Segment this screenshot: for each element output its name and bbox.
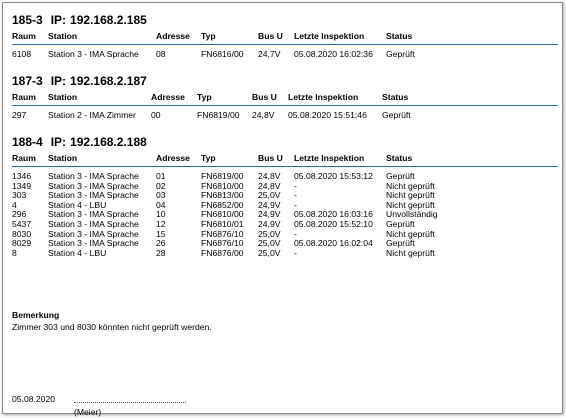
remark-text: Zimmer 303 und 8030 könnten nicht geprüft werden. [12,322,212,332]
cell-letzte-inspektion: 05.08.2020 16:03:16 [294,209,373,220]
table-row [12,190,558,200]
cell-station: Station 3 - IMA Sprache [48,49,139,59]
cell-adresse: 28 [156,247,166,258]
ip-address: 192.168.2.187 [70,74,147,88]
cell-raum: 296 [12,209,27,220]
cell-station: Station 3 - IMA Sprache [48,171,139,181]
cell-letzte-inspektion: 05.08.2020 15:52:10 [294,218,373,229]
cell-typ: FN6813/00 [201,190,244,201]
table-row [12,248,558,258]
cell-letzte-inspektion: - [294,190,297,201]
column-header-letzte-inspektion: Letzte Inspektion [288,92,359,102]
cell-raum: 297 [12,110,27,120]
cell-letzte-inspektion: - [294,228,297,239]
column-header-raum: Raum [12,92,36,102]
table-body [12,49,558,59]
cell-station: Station 3 - IMA Sprache [48,228,139,239]
cell-station: Station 3 - IMA Sprache [48,238,139,249]
cell-adresse: 04 [156,199,166,210]
column-header-bus-u: Bus U [252,92,277,102]
cell-bus-u: 25,0V [258,228,281,239]
cell-typ: FN6810/01 [201,218,244,229]
cell-status: Nicht geprüft [386,190,435,201]
table-header [12,31,558,45]
column-header-raum: Raum [12,153,36,163]
signature-date: 05.08.2020 [12,394,56,404]
cell-adresse: 08 [156,49,166,59]
table-row [12,209,558,219]
column-header-bus-u: Bus U [258,153,283,163]
table-row [12,229,558,239]
cell-status: Nicht geprüft [386,228,435,239]
column-header-adresse: Adresse [156,153,190,163]
section-title [12,13,558,27]
cell-typ: FN6819/00 [197,110,240,120]
cell-station: Station 4 - LBU [48,247,107,258]
ip-address: 192.168.2.188 [70,135,147,149]
cell-status: Geprüft [386,238,415,249]
cell-bus-u: 24,9V [258,199,281,210]
cell-status: Geprüft [386,218,415,229]
cell-adresse: 03 [156,190,166,201]
column-header-bus-u: Bus U [258,31,283,41]
cell-status: Unvollständig [386,209,438,220]
cell-raum: 4 [12,199,17,210]
section-id: 187-3 [12,74,43,88]
cell-typ: FN6819/00 [201,171,244,181]
column-header-letzte-inspektion: Letzte Inspektion [294,31,365,41]
section-188-4 [12,135,558,257]
cell-typ: FN6876/00 [201,247,244,258]
cell-raum: 6108 [12,49,32,59]
cell-adresse: 01 [156,171,166,181]
table-header [12,153,558,167]
cell-typ: FN6810/00 [201,209,244,220]
cell-raum: 8029 [12,238,32,249]
column-header-adresse: Adresse [151,92,185,102]
table-row [12,49,558,59]
cell-raum: 5437 [12,218,32,229]
cell-bus-u: 24,8V [258,171,281,181]
cell-bus-u: 24,9V [258,209,281,220]
cell-status: Nicht geprüft [386,180,435,191]
table-row [12,171,558,181]
column-header-station: Station [48,153,78,163]
cell-status: Geprüft [386,49,415,59]
cell-typ: FN6810/00 [201,180,244,191]
section-title [12,135,558,149]
ip-label: IP: [50,13,67,27]
cell-raum: 8030 [12,228,32,239]
cell-station: Station 4 - LBU [48,199,107,210]
cell-typ: FN6852/00 [201,199,244,210]
cell-station: Station 3 - IMA Sprache [48,218,139,229]
cell-raum: 8 [12,247,17,258]
cell-adresse: 26 [156,238,166,249]
table-row [12,219,558,229]
cell-letzte-inspektion: 05.08.2020 15:51:46 [288,110,367,120]
cell-adresse: 12 [156,218,166,229]
cell-letzte-inspektion: 05.08.2020 16:02:04 [294,238,373,249]
column-header-station: Station [48,31,78,41]
signature-name: (Meier) [74,407,102,417]
column-header-station: Station [48,92,78,102]
cell-adresse: 02 [156,180,166,191]
section-title [12,74,558,88]
cell-bus-u: 24,7V [258,49,281,59]
cell-adresse: 10 [156,209,166,220]
cell-raum: 1349 [12,180,32,191]
cell-adresse: 00 [151,110,161,120]
cell-raum: 303 [12,190,27,201]
table-row [12,110,558,120]
cell-station: Station 3 - IMA Sprache [48,209,139,220]
section-id: 188-4 [12,135,43,149]
ip-address: 192.168.2.185 [70,13,147,27]
cell-status: Nicht geprüft [386,247,435,258]
cell-letzte-inspektion: - [294,180,297,191]
column-header-typ: Typ [201,153,216,163]
column-header-typ: Typ [201,31,216,41]
cell-bus-u: 25,0V [258,247,281,258]
cell-status: Geprüft [382,110,411,120]
section-id: 185-3 [12,13,43,27]
ip-label: IP: [50,74,67,88]
cell-bus-u: 25,0V [258,190,281,201]
table-body [12,171,558,257]
table-row [12,181,558,191]
column-header-letzte-inspektion: Letzte Inspektion [294,153,365,163]
column-header-status: Status [382,92,409,102]
cell-typ: FN6876/10 [201,238,244,249]
cell-bus-u: 24,9V [258,218,281,229]
cell-typ: FN6876/10 [201,228,244,239]
signature-line [74,402,186,403]
table-body [12,110,558,120]
cell-letzte-inspektion: 05.08.2020 15:53:12 [294,171,373,181]
section-185-3 [12,13,558,59]
cell-station: Station 3 - IMA Sprache [48,190,139,201]
cell-station: Station 2 - IMA Zimmer [48,110,136,120]
ip-label: IP: [50,135,67,149]
cell-letzte-inspektion: - [294,247,297,258]
table-row [12,200,558,210]
remark-title: Bemerkung [12,310,60,320]
cell-status: Nicht geprüft [386,199,435,210]
column-header-adresse: Adresse [156,31,190,41]
cell-adresse: 15 [156,228,166,239]
column-header-raum: Raum [12,31,36,41]
column-header-status: Status [386,153,413,163]
section-187-3 [12,74,558,120]
cell-typ: FN6816/00 [201,49,244,59]
report-page [2,2,563,417]
cell-status: Geprüft [386,171,415,181]
cell-bus-u: 24,8V [258,180,281,191]
table-row [12,238,558,248]
column-header-status: Status [386,31,413,41]
cell-station: Station 3 - IMA Sprache [48,180,139,191]
cell-letzte-inspektion: - [294,199,297,210]
table-header [12,92,558,106]
cell-bus-u: 24,8V [252,110,275,120]
cell-letzte-inspektion: 05.08.2020 16:02:36 [294,49,373,59]
cell-raum: 1346 [12,171,32,181]
column-header-typ: Typ [197,92,212,102]
cell-bus-u: 25,0V [258,238,281,249]
